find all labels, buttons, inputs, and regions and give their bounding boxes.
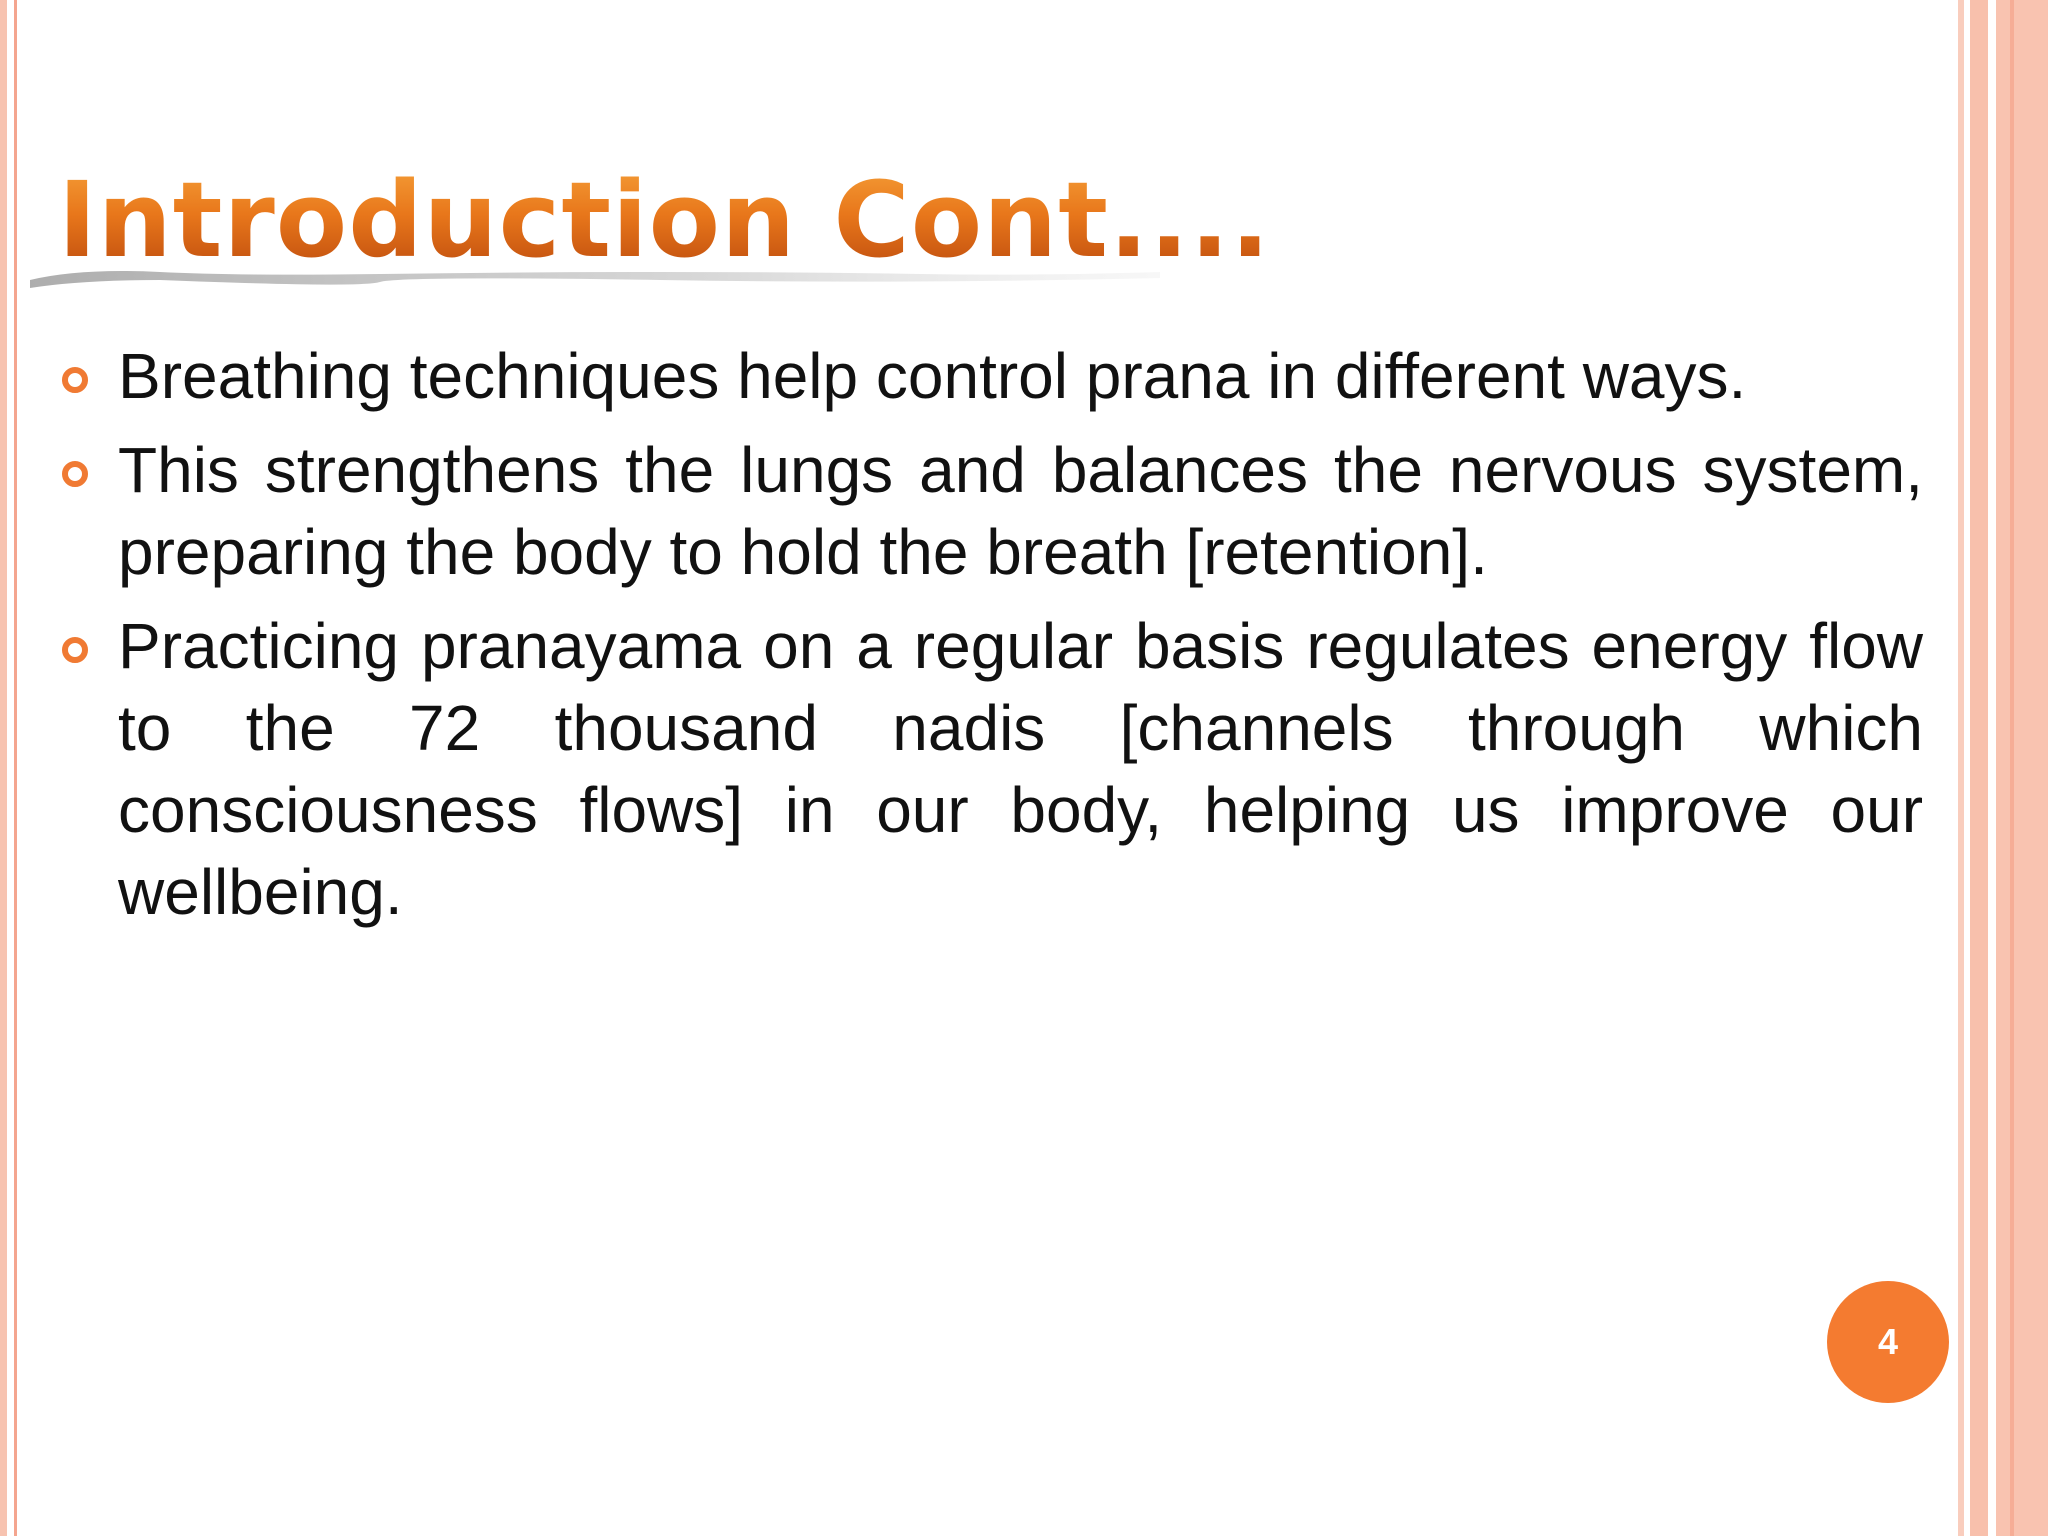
right-border-band [1996,0,2048,1536]
bullet-text: Practicing pranayama on a regular basis regulates energy flow to the 72 thousand nadis [channels through which consciousness flows] in our body, helping us improve our wellbeing. [118,610,1923,928]
left-border-line [0,0,7,1536]
slide-title: Introduction Cont.... [58,159,1271,281]
hollow-circle-bullet-icon [62,367,88,393]
hollow-circle-bullet-icon [62,637,88,663]
right-border-strip [1970,0,1988,1536]
right-border-gap [1988,0,1996,1536]
list-item [58,429,1923,593]
bullet-text: Breathing techniques help control prana in different ways. [118,340,1747,412]
list-item [58,335,1923,417]
bullet-text: This strengthens the lungs and balances the nervous system, preparing the body to hold the breath [retention]. [118,434,1923,588]
hollow-circle-bullet-icon [62,461,88,487]
bullet-list [58,335,1923,945]
page-number-badge: 4 [1827,1281,1949,1403]
right-border-line [2010,0,2014,1536]
list-item [58,605,1923,933]
title-area [20,150,1271,310]
left-border-line-inner [14,0,17,1536]
